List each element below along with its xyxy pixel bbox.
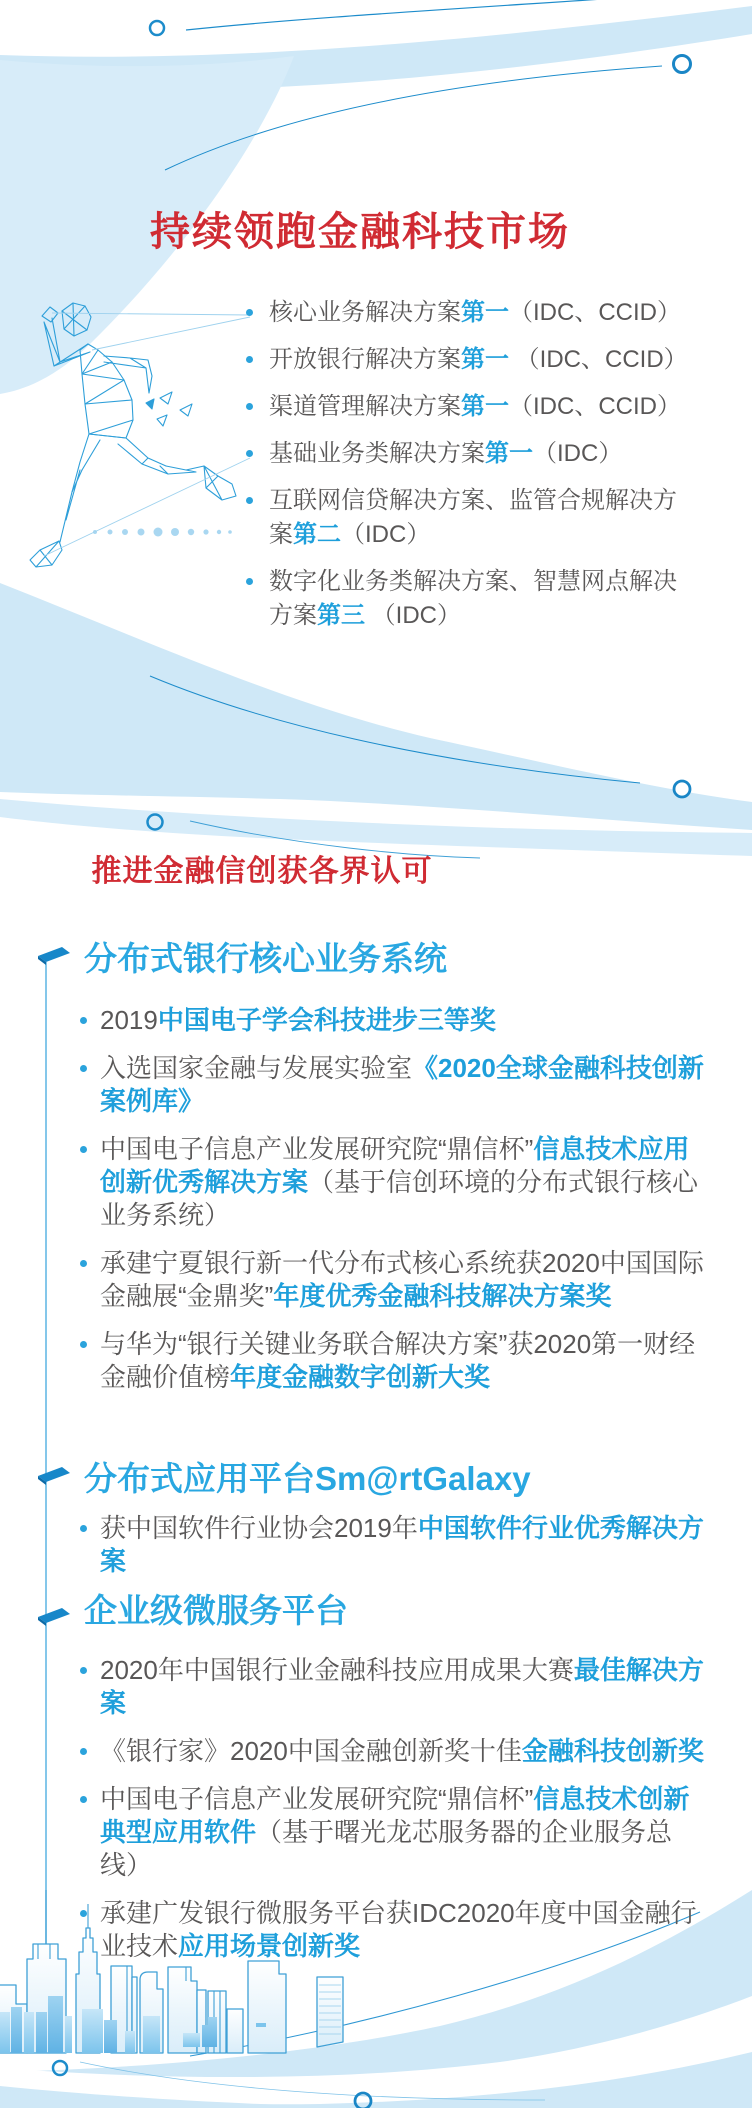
list-item-text: 基础业务类解决方案第一（IDC） bbox=[269, 440, 623, 467]
circle-ornament-icon bbox=[674, 56, 691, 73]
circle-ornament-icon bbox=[150, 21, 164, 35]
subsection-heading-microservice: 企业级微服务平台 bbox=[84, 1592, 348, 1629]
list-item-text: 2020年中国银行业金融科技应用成果大赛最佳解决方案 bbox=[100, 1655, 704, 1718]
list-item bbox=[246, 437, 692, 471]
flag-marker-icon bbox=[36, 1464, 74, 1486]
bullet-dot-icon bbox=[246, 578, 253, 585]
list-item bbox=[246, 296, 692, 330]
bullet-dot-icon bbox=[246, 403, 253, 410]
runner-dotted-trail bbox=[93, 528, 232, 537]
bullet-dot-icon bbox=[80, 1796, 87, 1803]
list-item-text: 获中国软件行业协会2019年中国软件行业优秀解决方案 bbox=[100, 1513, 704, 1576]
list-item bbox=[80, 1783, 710, 1882]
bullet-dot-icon bbox=[80, 1525, 87, 1532]
list-item bbox=[80, 1004, 710, 1037]
list-item bbox=[246, 343, 692, 377]
list-item-text: 与华为“银行关键业务联合解决方案”获2020第一财经金融价值榜年度金融数字创新大奖 bbox=[100, 1329, 696, 1392]
list-item bbox=[80, 1654, 710, 1720]
list-item bbox=[80, 1897, 710, 1963]
list-item-text: 承建宁夏银行新一代分布式核心系统获2020中国国际金融展“金鼎奖”年度优秀金融科技解决方案奖 bbox=[100, 1248, 704, 1311]
list-item bbox=[80, 1247, 710, 1313]
list-item-text: 渠道管理解决方案第一（IDC、CCID） bbox=[269, 393, 681, 420]
list-item-text: 2019中国电子学会科技进步三等奖 bbox=[100, 1005, 496, 1035]
list-item bbox=[80, 1328, 710, 1394]
list-item-text: 中国电子信息产业发展研究院“鼎信杯”信息技术应用创新优秀解决方案（基于信创环境的分布式银行核心业务系统） bbox=[100, 1134, 699, 1230]
flag-marker-icon bbox=[36, 1605, 74, 1627]
bullet-dot-icon bbox=[80, 1910, 87, 1917]
bullet-dot-icon bbox=[246, 309, 253, 316]
bullet-dot-icon bbox=[246, 450, 253, 457]
bullet-dot-icon bbox=[80, 1065, 87, 1072]
bullet-dot-icon bbox=[80, 1667, 87, 1674]
bullet-dot-icon bbox=[80, 1341, 87, 1348]
bullet-dot-icon bbox=[80, 1017, 87, 1024]
list-item bbox=[246, 484, 692, 552]
core-banking-award-list bbox=[80, 1004, 710, 1409]
smartgalaxy-award-list bbox=[80, 1512, 710, 1593]
circle-ornament-icon bbox=[674, 781, 690, 797]
list-item bbox=[80, 1133, 710, 1232]
bullet-dot-icon bbox=[246, 497, 253, 504]
bullet-dot-icon bbox=[80, 1146, 87, 1153]
list-item-text: 入选国家金融与发展实验室《2020全球金融科技创新案例库》 bbox=[100, 1053, 704, 1116]
list-item-text: 数字化业务类解决方案、智慧网点解决方案第三 （IDC） bbox=[269, 568, 677, 629]
section2-title: 推进金融信创获各界认可 bbox=[91, 855, 433, 888]
section1-title: 持续领跑金融科技市场 bbox=[150, 210, 570, 254]
bullet-dot-icon bbox=[246, 356, 253, 363]
flag-marker-icon bbox=[36, 944, 74, 966]
list-item-text: 中国电子信息产业发展研究院“鼎信杯”信息技术创新典型应用软件（基于曙光龙芯服务器的企业服务总线） bbox=[100, 1784, 690, 1880]
section1-award-list bbox=[246, 296, 692, 646]
bullet-dot-icon bbox=[80, 1748, 87, 1755]
subsection-heading-smartgalaxy: 分布式应用平台Sm@rtGalaxy bbox=[84, 1460, 531, 1497]
microservice-award-list bbox=[80, 1654, 710, 1978]
list-item-text: 《银行家》2020中国金融创新奖十佳金融科技创新奖 bbox=[100, 1736, 704, 1766]
list-item-text: 核心业务解决方案第一（IDC、CCID） bbox=[269, 299, 681, 326]
list-item-text: 承建广发银行微服务平台获IDC2020年度中国金融行业技术应用场景创新奖 bbox=[100, 1898, 697, 1961]
bullet-dot-icon bbox=[80, 1260, 87, 1267]
list-item-text: 开放银行解决方案第一 （IDC、CCID） bbox=[269, 346, 688, 373]
list-item bbox=[246, 565, 692, 633]
list-item bbox=[80, 1052, 710, 1118]
list-item bbox=[80, 1735, 710, 1768]
subsection-heading-core-banking: 分布式银行核心业务系统 bbox=[84, 940, 447, 977]
list-item bbox=[80, 1512, 710, 1578]
list-item bbox=[246, 390, 692, 424]
list-item-text: 互联网信贷解决方案、监管合规解决方案第二（IDC） bbox=[269, 487, 677, 548]
